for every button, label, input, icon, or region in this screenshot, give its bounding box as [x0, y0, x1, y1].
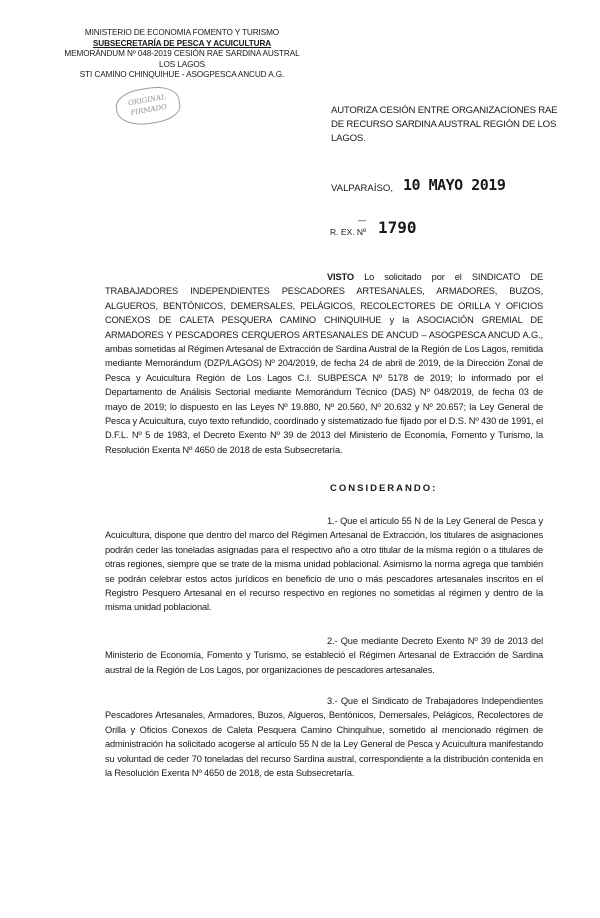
considerando-paragraph-1: [105, 514, 543, 615]
letterhead-memo-ref: MEMORÁNDUM Nº 048-2019 CESIÓN RAE SARDINA AUSTRAL LOS LAGOS: [64, 49, 300, 69]
document-subject: AUTORIZA CESIÓN ENTRE ORGANIZACIONES RAE DE RECURSO SARDINA AUSTRAL REGIÓN DE LOS LAGOS.: [331, 105, 558, 144]
considerando-1-text: 1.- Que el artículo 55 N de la Ley General de Pesca y Acuicultura, dispone que dentro del marco del Régimen Artesanal de Extracción, los titulares de asignaciones podrán ceder las toneladas asignadas para el respectivo año a otro titular de la misma región o a titulares de otras regiones, siempre que se trate de la misma unidad poblacional. Asimismo la norma agrega que también se podrán celebrar estos actos jurídicos en beneficio de uno o más pescadores artesanales inscritos en el Registro Pesquero Artesanal en el recurso respectivo en regiones no sometidas al régimen y dentro de la misma unidad poblacional.: [105, 516, 543, 613]
considerando-3-text: 3.- Que el Sindicato de Trabajadores Independientes Pescadores Artesanales, Armadores, Buzos, Algueros, Bentónicos, Demersales, Pelágicos, Recolectores de Orilla y Oficios Conexos de Caleta Pesquera Camino Chinquihue, sometido al mencionado régimen de administración ha solicitado acogerse al artículo 55 N de la Ley General de Pesca y Acuicultura manifestando su voluntad de ceder 70 toneladas del recurso Sardina austral, correspondiente a la distribución contenida en la Resolución Exenta Nº 4650 de 2018, de esta Subsecretaría.: [105, 696, 543, 779]
date-city: VALPARAÍSO,: [331, 183, 394, 194]
considerando-paragraph-2: [105, 634, 543, 677]
resolution-tick: —: [358, 216, 366, 225]
visto-paragraph: [105, 270, 543, 457]
signature-stamp: [113, 83, 182, 130]
resolution-label: R. EX. Nº: [330, 227, 367, 237]
visto-text: Lo solicitado por el SINDICATO DE TRABAJADORES INDEPENDIENTES PESCADORES ARTESANALES, ARMADORES, BUZOS, ALGUEROS, BENTÓNICOS, DEMERSALES, PELÁGICOS, RECOLECTORES DE ORILLA Y OFICIOS CONEXOS DE CALETA PESQUERA CAMINO CHINQUIHUE y la ASOCIACIÓN GREMIAL DE ARMADORES Y PESCADORES CERQUEROS ARTESANALES DE ANCUD – ASOGPESCA ANCUD A.G., ambas sometidas al Régimen Artesanal de Extracción de Sardina Austral de la Región de Los Lagos, remitida mediante Memorándum (DZP/LAGOS) Nº 204/2019, de fecha 24 de abril de 2019, de la Dirección Zonal de Pesca y Acuicultura Región de Los Lagos C.I. SUBPESCA Nº 5178 de 2019; lo informado por el Departamento de Análisis Sectorial mediante Memorándum Técnico (DAS) Nº 048/2019, de fecha 03 de mayo de 2019; lo dispuesto en las Leyes Nº 19.880, Nº 20.560, Nº 20.632 y Nº 20.657; la Ley General de Pesca y Acuicultura, cuyo texto refundido, coordinado y sistematizado fue fijado por el D.S. Nº 430 de 1991, el D.F.L. Nº 5 de 1983, el Decreto Exento Nº 39 de 2013 del Ministerio de Economía, Fomento y Turismo, la Resolución Exenta Nº 4650 de 2018 de esta Subsecretaría.: [105, 272, 544, 455]
date-stamp: 10 MAYO 2019: [403, 176, 506, 194]
letterhead-parties: STI CAMINO CHINQUIHUE - ASOGPESCA ANCUD A.G.: [79, 70, 285, 79]
stamp-text: ORIGINAL FIRMADO: [127, 92, 168, 118]
visto-keyword: VISTO: [327, 272, 354, 282]
considerando-2-text: 2.- Que mediante Decreto Exento Nº 39 de 2013 del Ministerio de Economía, Fomento y Turismo, se estableció el Régimen Artesanal de Extracción de Sardina austral de la Región de Los Lagos, por organizaciones de pescadores artesanales.: [105, 636, 543, 675]
resolution-number-line: [330, 216, 417, 237]
resolution-number: 1790: [378, 218, 417, 237]
letterhead-ministry: MINISTERIO DE ECONOMIA FOMENTO Y TURISMO: [84, 28, 280, 37]
considerando-paragraph-3: [105, 694, 543, 780]
date-line: [331, 176, 506, 194]
letterhead: [62, 28, 302, 81]
letterhead-subsecretaria: SUBSECRETARÍA DE PESCA Y ACUICULTURA: [92, 38, 272, 48]
considerando-heading: CONSIDERANDO:: [330, 483, 438, 494]
